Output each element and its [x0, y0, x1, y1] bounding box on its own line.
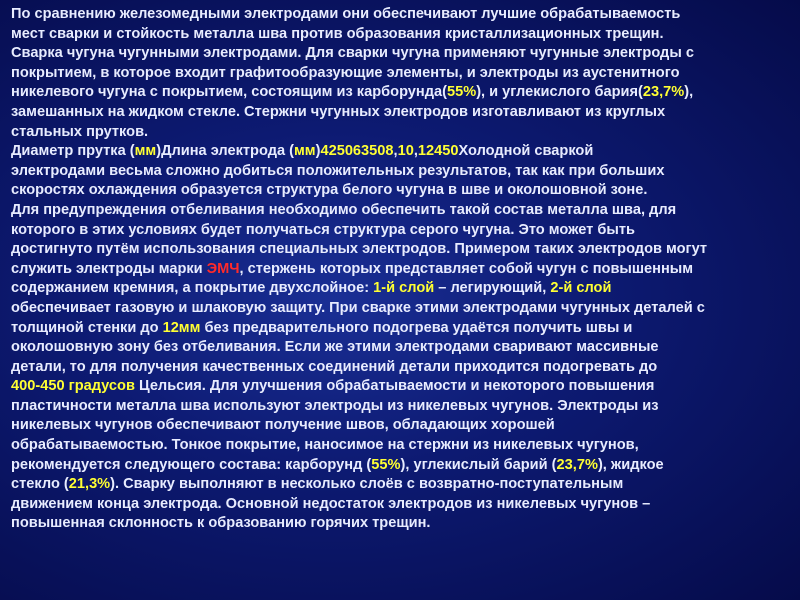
highlighted-value: 12мм [162, 319, 201, 336]
intro-paragraph [11, 5, 791, 44]
text-run: – легирующий, [434, 280, 551, 297]
highlighted-value: 10 [397, 143, 414, 160]
highlighted-value: 400-450 градусов [11, 378, 135, 395]
text-run: ), замешанных на жидком стекле. Стержни чугунных электродов изготавливают из круглых стальных прутков. [11, 84, 694, 140]
electrode-brand: ЭМЧ [206, 260, 240, 277]
text-run: обеспечивает газовую и шлаковую защиту. При сварке этими электродами чугунных деталей с толщиной стенки до [11, 299, 705, 336]
text-run: ) [315, 143, 321, 160]
text-run: , стержень которых представляет собой чугун с повышенным содержанием кремния, а покрытие двухслойное: [11, 260, 694, 297]
highlighted-value: 55% [371, 456, 401, 473]
text-run: )Длина электрода ( [156, 143, 294, 160]
text-run: Диаметр прутка ( [11, 143, 135, 160]
slide-text-body [11, 5, 791, 534]
prevention-paragraph [11, 201, 791, 534]
text-run: ), жидкое стекло ( [11, 456, 664, 493]
text-run: Для предупреждения отбеливания необходимо обеспечить такой состав металла шва, для которого в этих условиях будет получаться структура серого чугуна. Это может быть достигнуто путём использования специальных электродов. Примером таких электродов могут служить электроды марки [11, 201, 708, 277]
highlighted-value: 12450 [417, 143, 459, 160]
highlighted-value: 2-й слой [550, 280, 612, 297]
text-run: ), углекислый барий ( [400, 456, 557, 473]
text-run: без предварительного подогрева удаётся получить швы и околошовную зону без отбеливания. Если же этими электродами сваривают массивные детали, то для получения качественных соединений детали приходится подогревать до [11, 319, 659, 375]
text-run: Сварка чугуна чугунными электродами. Для сварки чугуна применяют чугунные электроды с покрытием, в которое входит графитообразующие элементы, и электроды из аустенитного никелевого чугуна с покрытием, состоящим из карборунда( [11, 45, 694, 101]
highlighted-value: 425063508 [320, 143, 394, 160]
text-run: Цельсия. Для улучшения обрабатываемости и некоторого повышения пластичности металла шва используют электроды из никелевых чугунов. Электроды из никелевых чугунов обеспечивают получение швов, обладающих хорошей обрабатываемостью. Тонкое покрытие, наносимое на стержни из никелевых чугунов, рекомендуется следующего состава: карборунд ( [11, 378, 659, 473]
highlighted-value: 23,7% [642, 84, 685, 101]
text-run: По сравнению железомедными электродами они обеспечивают лучшие обрабатываемость мест сварки и стойкость металла шва против образования кристаллизационных трещин. [11, 6, 681, 42]
highlighted-value: мм [134, 143, 157, 160]
highlighted-value: 21,3% [68, 476, 111, 493]
text-run: Холодной сваркой электродами весьма сложно добиться положительных результатов, так как при больших скоростях охлаждения образуется структура белого чугуна в шве и околошовной зоне. [11, 143, 665, 199]
highlighted-value: 55% [446, 84, 477, 101]
text-run: , [413, 143, 418, 160]
diameter-paragraph [11, 142, 791, 201]
highlighted-value: 1-й слой [373, 280, 435, 297]
text-run: ), и углекислого бария( [476, 84, 643, 101]
highlighted-value: 23,7% [556, 456, 598, 473]
highlighted-value: мм [294, 143, 316, 160]
text-run: , [393, 143, 398, 160]
text-run: ). Сварку выполняют в несколько слоёв с возвратно-поступательным движением конца электрода. Основной недостаток электродов из никелевых чугунов – повышенная склонность к образованию горячих трещин. [11, 476, 651, 532]
cast-iron-electrodes-paragraph [11, 44, 791, 142]
